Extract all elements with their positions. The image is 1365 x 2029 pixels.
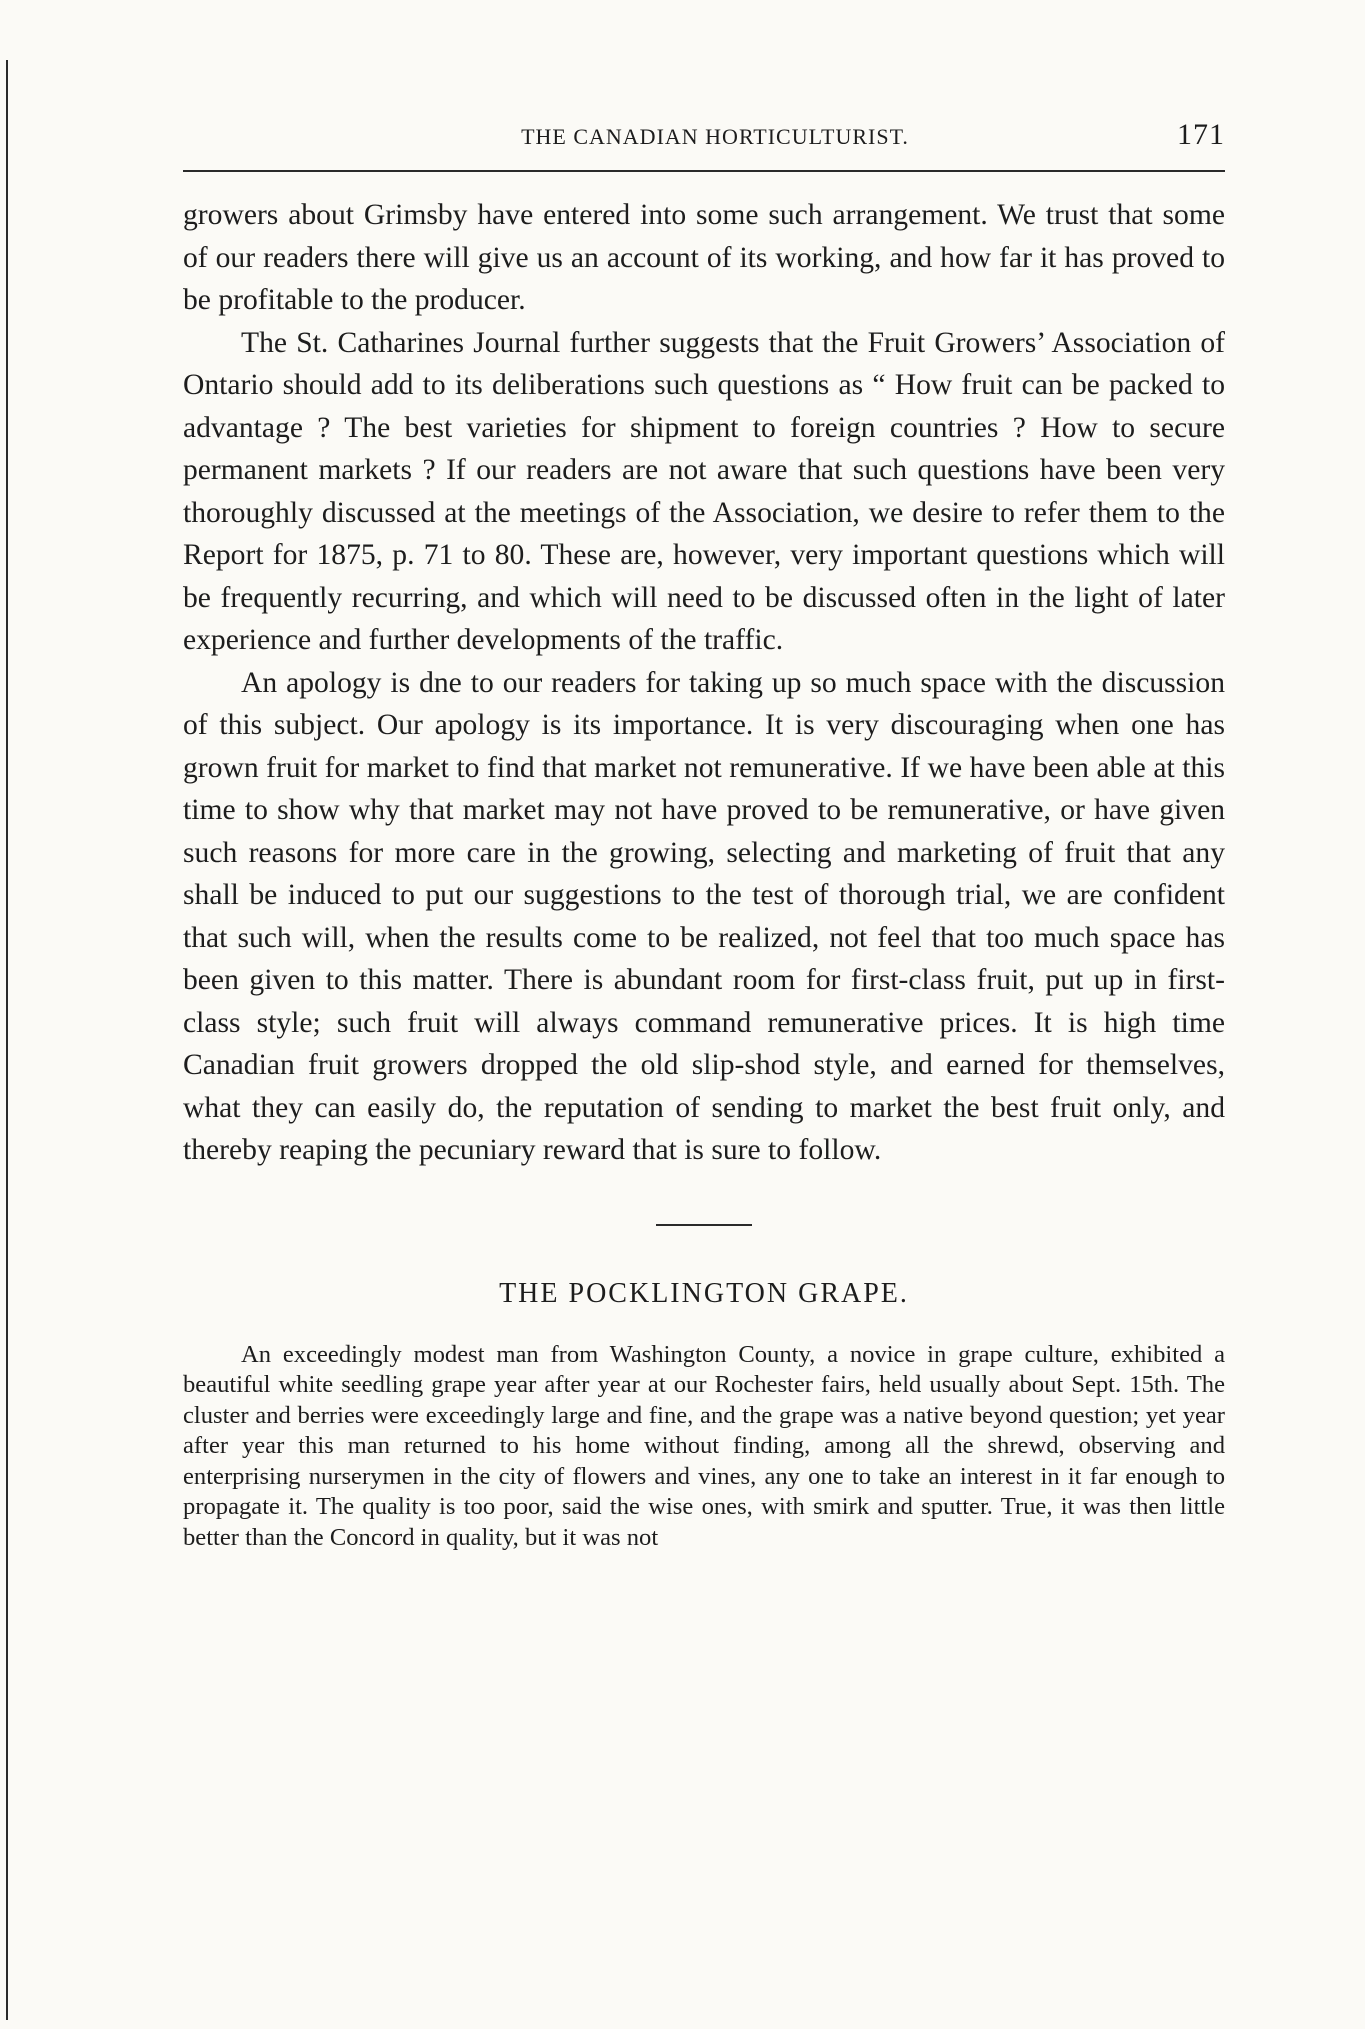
header-rule [183,170,1225,172]
running-head: THE CANADIAN HORTICULTURIST. [521,124,909,149]
section-title: THE POCKLINGTON GRAPE. [499,1277,909,1309]
page-number: 171 [1177,118,1225,151]
paragraph-2: The St. Catharines Journal further suggests that the Fruit Growers’ Association of Ontario should add to its deliberations such questions as “ How fruit can be packed to advantage ? The best varieties for shipment to foreign countries ? How to secure permanent markets ? If our readers are not aware that such questions have been very thoroughly discussed at the meetings of the Association, we desire to refer them to the Report for 1875, p. 71 to 80. These are, however, very important questions which will be frequently recurring, and which will need to be discussed often in the light of later experience and further developments of the traffic. [183,326,1225,656]
page [183,118,1225,1553]
section-divider [656,1224,752,1226]
section-paragraph-1: An exceedingly modest man from Washington County, a novice in grape culture, exhibited a beautiful white seedling grape year after year at our Rochester fairs, held usually about Sept. 15th. The cluster and berries were exceedingly large and fine, and the grape was a native beyond question; yet year after year this man returned to his home without finding, among all the shrewd, observing and enterprising nurserymen in the city of flowers and vines, any one to take an interest in it far enough to propagate it. The quality is too poor, said the wise ones, with smirk and sputter. True, it was then little better than the Concord in quality, but it was not [183,1340,1225,1551]
section-body [183,1340,1225,1554]
page-header [183,118,1225,162]
paragraph-3: An apology is dne to our readers for taking up so much space with the discussion of this subject. Our apology is its importance. It is very discouraging when one has grown fruit for market to find that market not remunerative. If we have been able at this time to show why that market may not have proved to be remunerative, or have given such reasons for more care in the growing, selecting and marketing of fruit that any shall be induced to put our suggestions to the test of thorough trial, we are confident that such will, when the results come to be realized, not feel that too much space has been given to this matter. There is abundant room for first-class fruit, put up in first-class style; such fruit will always command remunerative prices. It is high time Canadian fruit growers dropped the old slip-shod style, and earned for themselves, what they can easily do, the reputation of sending to market the best fruit only, and thereby reaping the pecuniary reward that is sure to follow. [183,666,1225,1166]
article-body [183,194,1225,1172]
binding-edge-line [6,60,8,2020]
paragraph-1: growers about Grimsby have entered into some such arrangement. We trust that some of our readers there will give us an account of its working, and how far it has proved to be profitable to the producer. [183,199,1225,316]
